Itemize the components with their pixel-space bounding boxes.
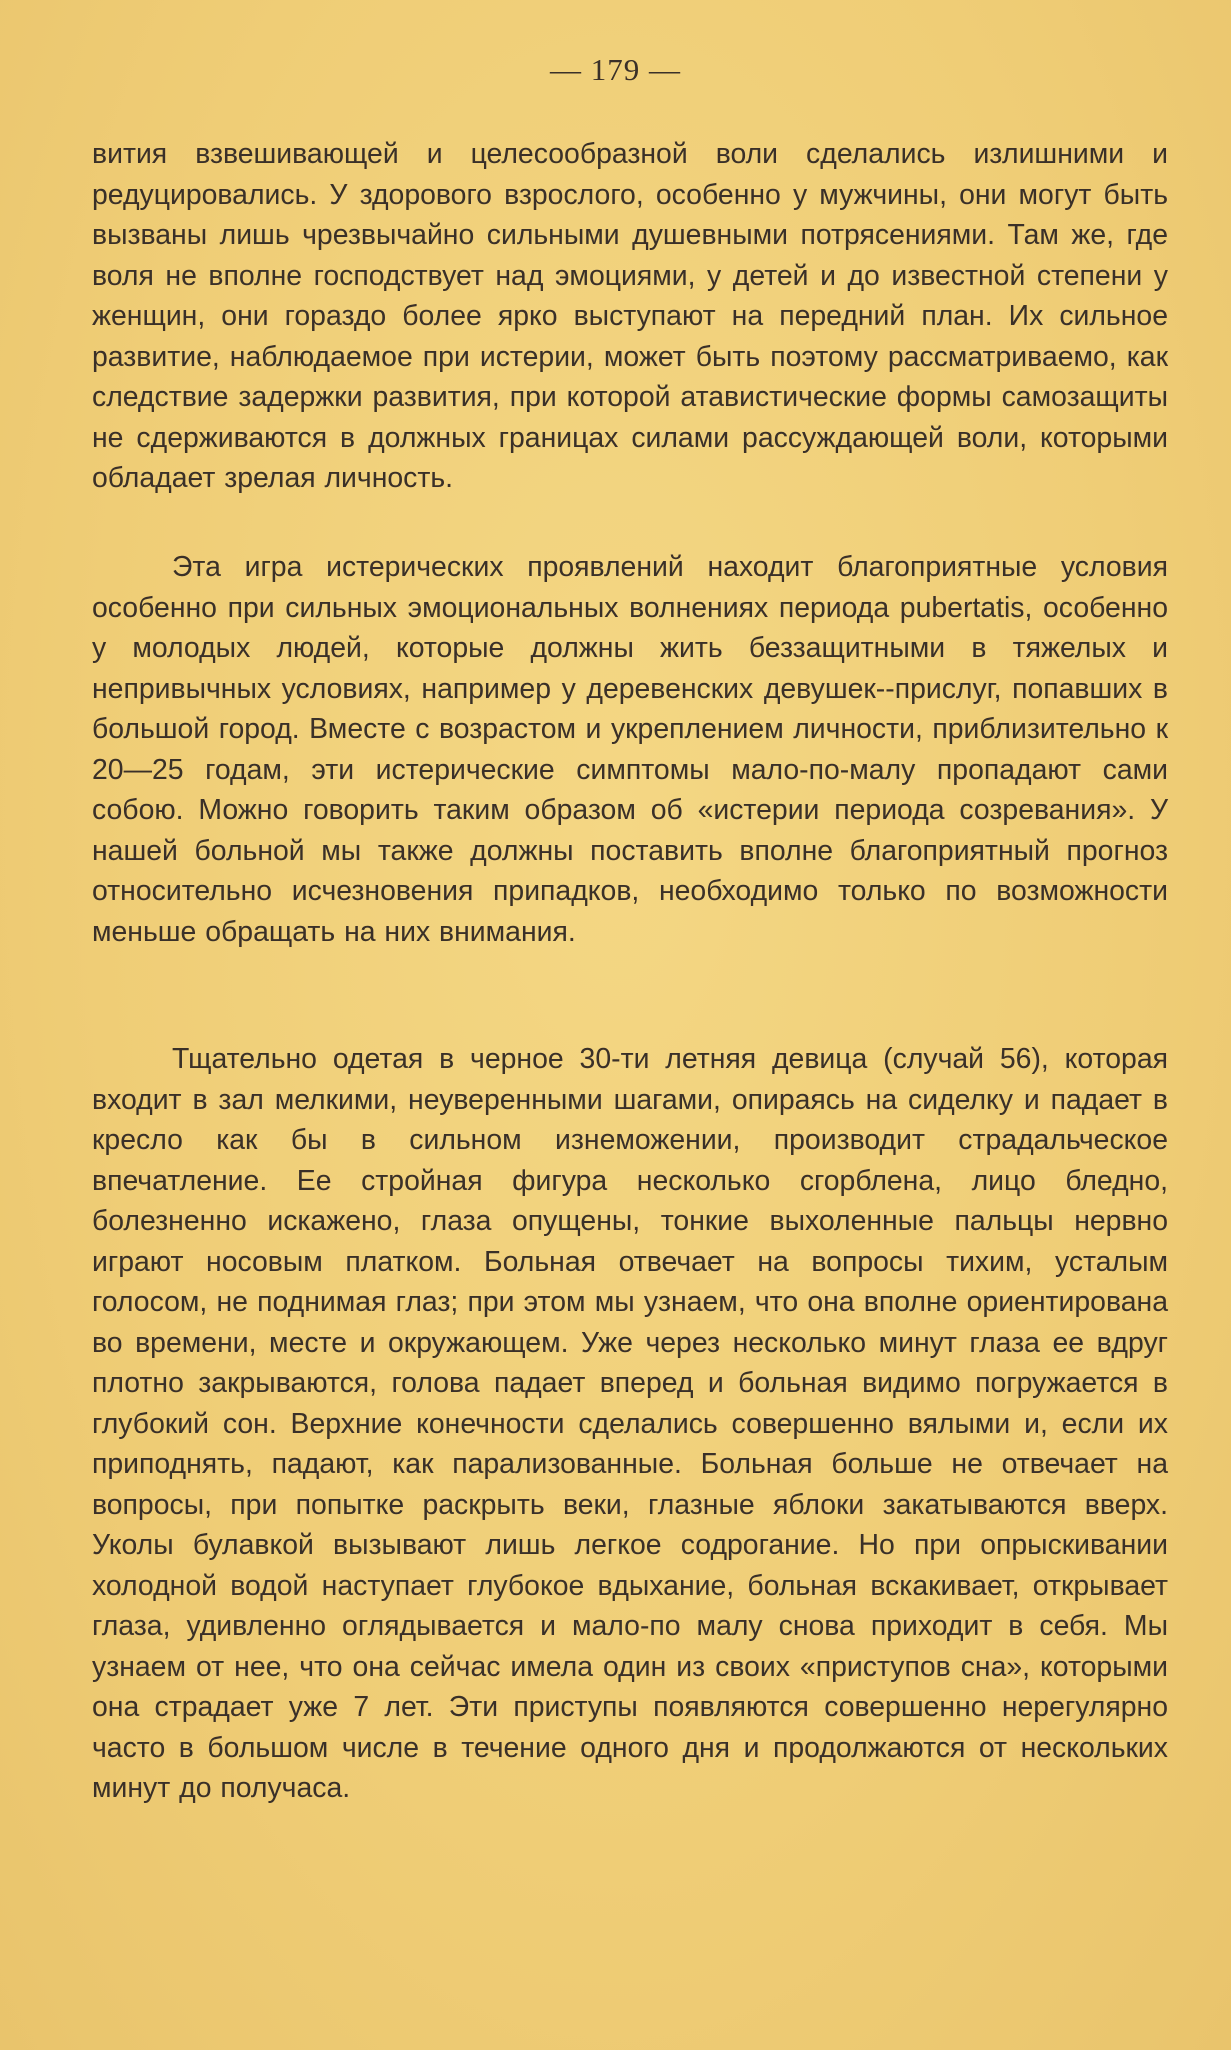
paragraph-text: Эта игра истерических проявлений находит благоприятные условия особенно при сильных эмоциональных волнениях периода pubertatis, особенно у молодых людей, которые должны жить беззащитными в тяжелых и непривычных условиях, например у деревенских девушек--прислуг, попавших в большой город. Вместе с возрастом и укреплением личности, приблизительно к 20—25 годам, эти истерические симптомы мало-по-малу пропадают сами собою. Можно говорить таким образом об «истерии периода созревания». У нашей больной мы также должны поставить вполне благоприятный прогноз относительно исчезновения припадков, необходимо только по возможности меньше обращать на них внимания. <box>92 551 1168 948</box>
paragraph-text: вития взвешивающей и целесообразной воли сделались излишними и редуцировались. У здорового взрослого, особенно у мужчины, они могут быть вызваны лишь чрезвычайно сильными душевными потрясениями. Там же, где воля не вполне господствует над эмоциями, у детей и до известной степени у женщин, они гораздо более ярко выступают на передний план. Их сильное развитие, наблюдаемое при истерии, может быть поэтому рассматриваемо, как следствие задержки развития, при которой атавистические формы самозащиты не сдерживаются в должных границах силами рассуждающей воли, которыми обладает зрелая личность. <box>92 138 1168 494</box>
paragraph-text: Тщательно одетая в черное 30-ти летняя девица (случай 56), которая входит в зал мелкими, неуверенными шагами, опираясь на сиделку и падает в кресло как бы в сильном изнеможении, производит страдальческое впечатление. Ее стройная фигура несколько сгорблена, лицо бледно, болезненно искажено, глаза опущены, тонкие выхоленные пальцы нервно играют носовым платком. Больная отвечает на вопросы тихим, усталым голосом, не поднимая глаз; при этом мы узнаем, что она вполне ориентирована во времени, месте и окружающем. Уже через несколько минут глаза ее вдруг плотно закрываются, голова падает вперед и больная видимо погружается в глубокий сон. Верхние конечности сделались совершенно вялыми и, если их приподнять, падают, как парализованные. Больная больше не отвечает на вопросы, при попытке раскрыть веки, глазные яблоки закатываются вверх. Уколы булавкой вызывают лишь легкое содрогание. Но при опрыскивании холодной водой наступает глубокое вдыхание, больная вскакивает, открывает глаза, удивленно оглядывается и мало-по малу снова приходит в себя. Мы узнаем от нее, что она сейчас имела один из своих «приступов сна», которыми она страдает уже 7 лет. Эти приступы появляются совершенно нерегулярно часто в большом числе в течение одного дня и продолжаются от нескольких минут до получаса. <box>92 1043 1168 1804</box>
paragraph-1-block <box>92 134 1168 499</box>
page-number: — 179 — <box>550 52 681 87</box>
paragraph-2-block <box>92 547 1168 952</box>
paragraph-3-block <box>92 1039 1168 1809</box>
